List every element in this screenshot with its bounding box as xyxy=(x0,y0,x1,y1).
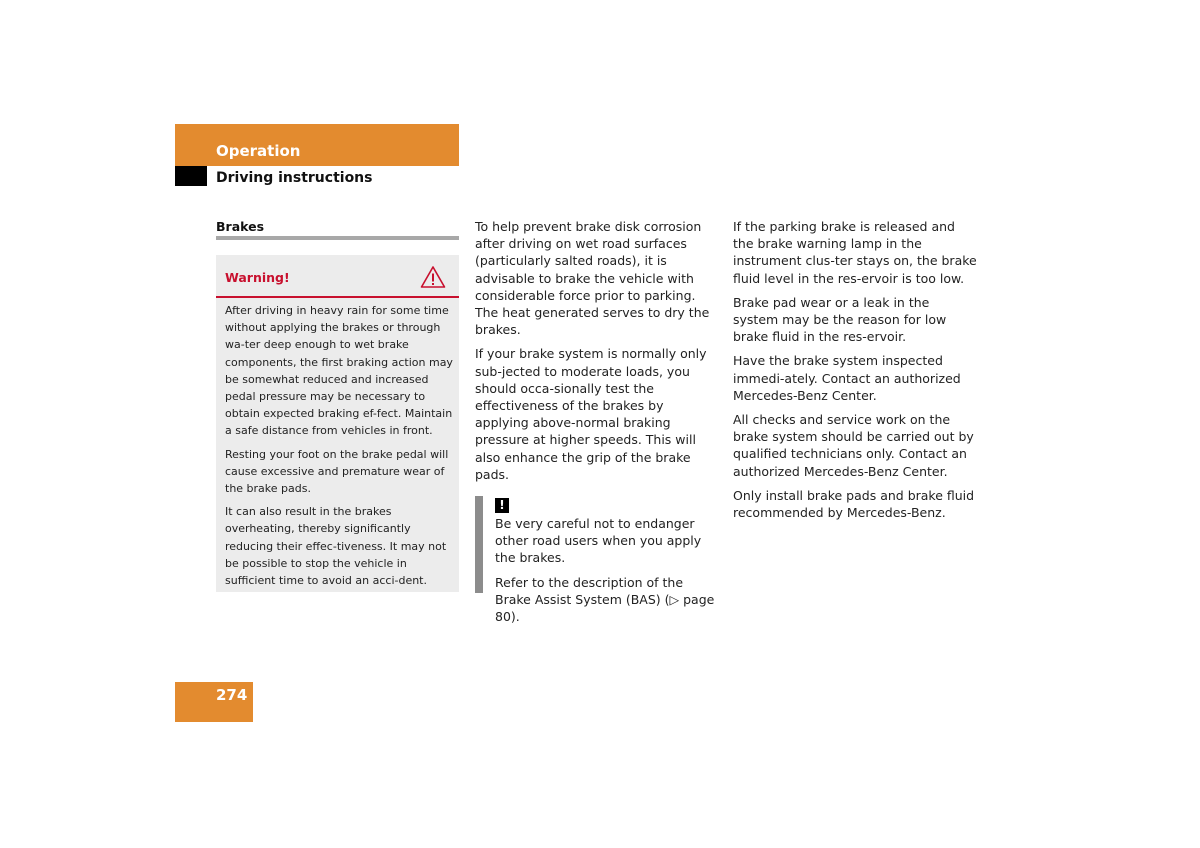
warning-body xyxy=(225,302,455,595)
note-bar xyxy=(475,496,483,593)
body-paragraph: Brake pad wear or a leak in the system may be the reason for low brake fluid in the res-ervoir. xyxy=(733,294,947,345)
section-rule xyxy=(216,236,459,240)
section-subtitle: Driving instructions xyxy=(216,170,373,186)
warning-paragraph: Resting your foot on the brake pedal will cause excessive and premature wear of the brake pads. xyxy=(225,447,449,496)
body-paragraph: If your brake system is normally only sub-jected to moderate loads, you should occa-sionally test the effectiveness of the brakes by applying above-normal braking pressure at higher speeds. This will also enhance the grip of the brake pads. xyxy=(475,346,707,482)
exclamation-icon: ! xyxy=(495,498,509,513)
header-marker xyxy=(175,166,207,186)
note-box xyxy=(475,496,720,625)
note-paragraph: Be very careful not to endanger other road users when you apply the brakes. xyxy=(495,516,702,566)
warning-label: Warning! xyxy=(225,270,290,285)
warning-box xyxy=(216,255,459,592)
chapter-title: Operation xyxy=(216,142,301,160)
body-paragraph: If the parking brake is released and the brake warning lamp in the instrument clus-ter stays on, the brake fluid level in the res-ervoir is too low. xyxy=(733,219,977,286)
warning-paragraph: After driving in heavy rain for some time without applying the brakes or through wa-ter deep enough to wet brake components, the first braking action may be somewhat reduced and increased pedal pressure may be necessary to obtain expected braking ef-fect. Maintain a safe distance from vehicles in front. xyxy=(225,304,453,438)
page-number: 274 xyxy=(216,686,248,704)
warning-divider xyxy=(216,296,459,298)
section-heading: Brakes xyxy=(216,219,265,234)
warning-paragraph: It can also result in the brakes overheating, thereby significantly reducing their effec-tiveness. It may not be possible to stop the vehicle in sufficient time to avoid an acci-dent. xyxy=(225,505,447,588)
body-paragraph: To help prevent brake disk corrosion after driving on wet road surfaces (particularly salted roads), it is advisable to brake the vehicle with considerable force prior to parking. The heat generated serves to dry the brakes. xyxy=(475,219,710,338)
warning-triangle-icon xyxy=(420,265,446,289)
note-paragraph: Refer to the description of the Brake Assist System (BAS) (▷ page 80). xyxy=(495,574,715,625)
body-paragraph: All checks and service work on the brake system should be carried out by qualified technicians only. Contact an authorized Mercedes-Benz Center. xyxy=(733,412,974,479)
column-right xyxy=(733,218,978,528)
body-paragraph: Only install brake pads and brake fluid recommended by Mercedes-Benz. xyxy=(733,487,975,521)
column-middle xyxy=(475,218,720,632)
body-paragraph: Have the brake system inspected immedi-ately. Contact an authorized Mercedes-Benz Center. xyxy=(733,353,961,403)
